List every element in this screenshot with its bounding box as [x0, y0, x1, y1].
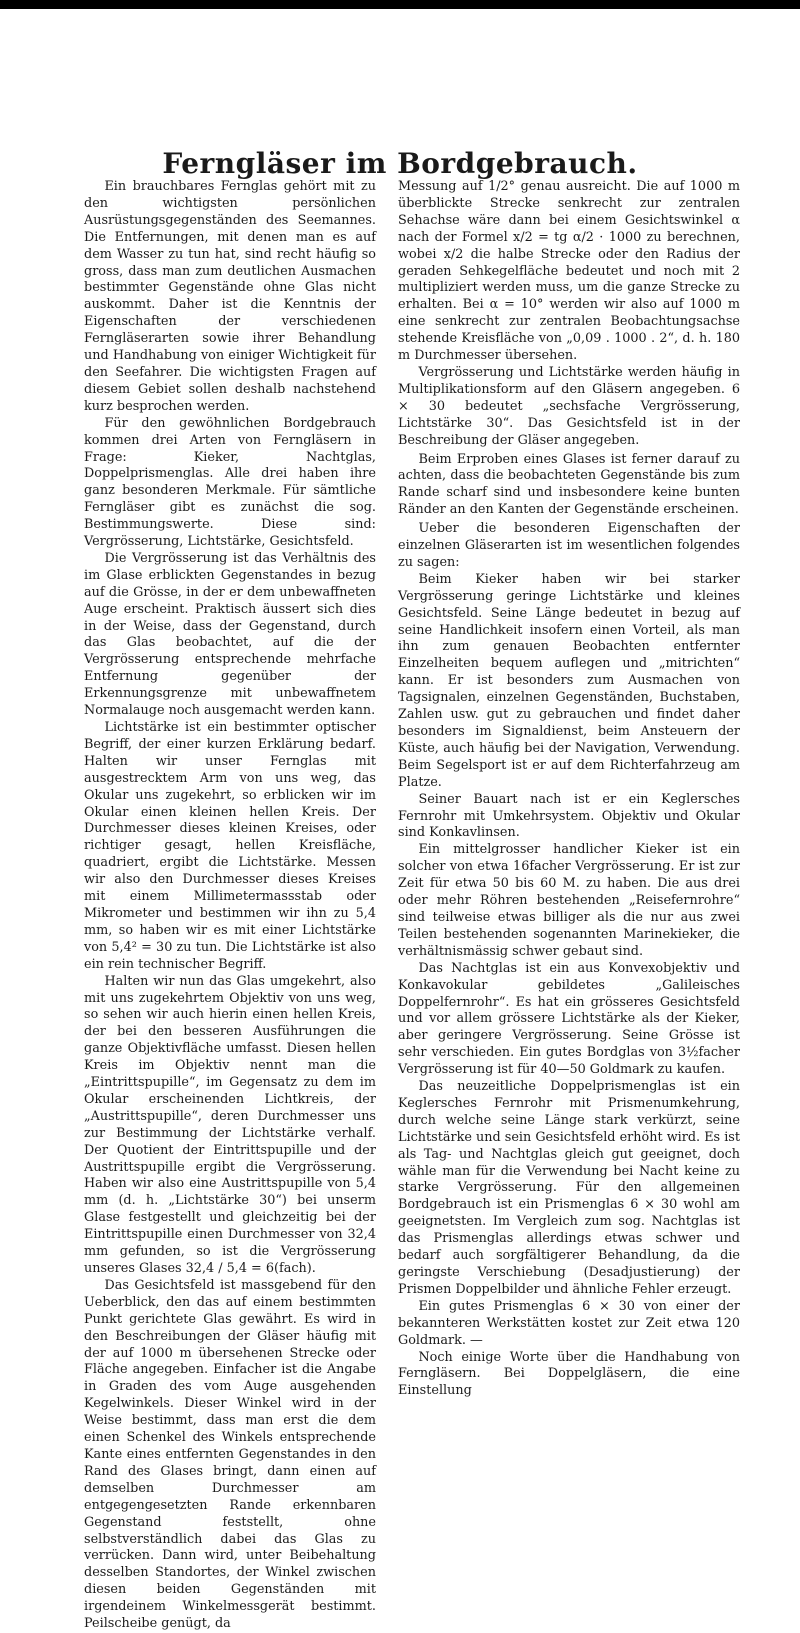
paragraph: Für den gewöhnlichen Bordgebrauch kommen drei Arten von Ferngläsern in Frage: Kieker, Nachtglas, Doppelprismenglas. Alle drei haben ihre ganz besonderen Merkmale. Für sämtliche Ferngläser gibt es zunächst die sog. Bestimmungswerte. Diese sind: Vergrösserung, Lichtstärke, Gesichtsfeld.: [84, 415, 376, 550]
paragraph: Messung auf 1/2° genau ausreicht. Die auf 1000 m überblickte Strecke senkrecht zur zentralen Sehachse wäre dann bei einem Gesichtswinkel α nach der Formel x/2 = tg α/2 · 1000 zu berechnen, wobei x/2 die halbe Strecke oder den Radius der geraden Sehkegelfläche bedeutet und noch mit 2 multipliziert werden muss, um die ganze Strecke zu erhalten. Bei α = 10° werden wir also auf 1000 m eine senkrecht zur zentralen Beobachtungsachse stehende Kreisfläche von „0,09 . 1000 . 2“, d. h. 180 m Durchmesser übersehen.: [398, 179, 740, 364]
paragraph: Ueber die besonderen Eigenschaften der einzelnen Gläserarten ist im wesentlichen folgendes zu sagen:: [398, 521, 740, 570]
paragraph: Seiner Bauart nach ist er ein Keglersches Fernrohr mit Umkehrsystem. Objektiv und Okular sind Konkavlinsen.: [398, 791, 740, 841]
paragraph: Die Vergrösserung ist das Verhältnis des im Glase erblickten Gegenstandes in bezug auf die Grösse, in der er dem unbewaffneten Auge erscheint. Praktisch äussert sich dies in der Weise, dass der Gegenstand, durch das Glas beobachtet, auf die der Vergrösserung entsprechende mehrfache Entfernung gegenüber der Erkennungsgrenze mit unbewaffnetem Normalauge noch ausgemacht werden kann.: [84, 550, 376, 719]
left-column: [84, 179, 376, 1633]
paragraph: Das neuzeitliche Doppelprismenglas ist ein Keglersches Fernrohr mit Prismenumkehrung, durch welche seine Länge stark verkürzt, seine Lichtstärke und sein Gesichtsfeld erhöht wird. Es ist als Tag- und Nachtglas gleich gut geeignet, doch wähle man für die Verwendung bei Nacht keine zu starke Vergrösserung. Für den allgemeinen Bordgebrauch ist ein Prismenglas 6 × 30 wohl am geeignetsten. Im Vergleich zum sog. Nachtglas ist das Prismenglas allerdings etwas schwer und bedarf auch sorgfältigerer Behandlung, da die geringste Verschiebung (Desadjustierung) der Prismen Doppelbilder und ähnliche Fehler erzeugt.: [398, 1079, 740, 1297]
paragraph: Lichtstärke ist ein bestimmter optischer Begriff, der einer kurzen Erklärung bedarf. Halten wir unser Fernglas mit ausgestrecktem Arm von uns weg, das Okular uns zugekehrt, so erblicken wir im Okular einen kleinen hellen Kreis. Der Durchmesser dieses kleinen Kreises, oder richtiger gesagt, hellen Kreisfläche, quadriert, ergibt die Lichtstärke. Messen wir also den Durchmesser dieses Kreises mit einem Millimetermassstab oder Mikrometer und bestimmen wir ihn zu 5,4 mm, so haben wir es mit einer Lichtstärke von 5,4² = 30 zu tun. Die Lichtstärke ist also ein rein technischer Begriff.: [84, 720, 376, 972]
paragraph: Halten wir nun das Glas umgekehrt, also mit uns zugekehrtem Objektiv von uns weg, so sehen wir auch hierin einen hellen Kreis, der bei den besseren Ausführungen die ganze Objektivfläche umfasst. Diesen hellen Kreis im Objektiv nennt man die „Eintrittspupille“, im Gegensatz zu dem im Okular erscheinenden Lichtkreis, der „Austrittspupille“, deren Durchmesser uns zur Bestimmung der Lichtstärke verhalf. Der Quotient der Eintrittspupille und der Austrittspupille ergibt die Vergrösserung. Haben wir also eine Austrittspupille von 5,4 mm (d. h. „Lichtstärke 30“) bei unserm Glase festgestellt und gleichzeitig bei der Eintrittspupille einen Durchmesser von 32,4 mm gefunden, so ist die Vergrösserung unseres Glases 32,4 / 5,4 = 6(fach).: [84, 973, 376, 1276]
paragraph: Beim Kieker haben wir bei starker Vergrösserung geringe Lichtstärke und kleines Gesichtsfeld. Seine Länge bedeutet in bezug auf seine Handlichkeit insofern einen Vorteil, als man ihn zum genauen Beobachten entfernter Einzelheiten bequem auflegen und „mitrichten“ kann. Er ist besonders zum Ausmachen von Tagsignalen, einzelnen Gegenständen, Buchstaben, Zahlen usw. gut zu gebrauchen und findet daher besonders im Signaldienst, beim Ansteuern der Küste, auch häufig bei der Navigation, Verwendung. Beim Segelsport ist er auf dem Richterfahrzeug am Platze.: [398, 571, 740, 790]
paragraph: Ein brauchbares Fernglas gehört mit zu den wichtigsten persönlichen Ausrüstungsgegenständen des Seemannes. Die Entfernungen, mit denen man es auf dem Wasser zu tun hat, sind recht häufig so gross, dass man zum deutlichen Ausmachen bestimmter Gegenstände ohne Glas nicht auskommt. Daher ist die Kenntnis der Eigenschaften der verschiedenen Ferngläserarten sowie ihrer Behandlung und Handhabung von einiger Wichtigkeit für den Seefahrer. Die wichtigsten Fragen auf diesem Gebiet sollen deshalb nachstehend kurz besprochen werden.: [84, 179, 376, 414]
right-column: [398, 179, 740, 1400]
page-title: Ferngläser im Bordgebrauch.: [162, 146, 638, 180]
paragraph: Ein gutes Prismenglas 6 × 30 von einer der bekannteren Werkstätten kostet zur Zeit etwa 120 Goldmark. —: [398, 1298, 740, 1348]
paragraph: Das Nachtglas ist ein aus Konvexobjektiv und Konkavokular gebildetes „Galileisches Doppelfernrohr“. Es hat ein grösseres Gesichtsfeld und vor allem grössere Lichtstärke als der Kieker, aber geringere Vergrösserung. Seine Grösse ist sehr verschieden. Ein gutes Bordglas von 3½facher Vergrösserung ist für 40—50 Goldmark zu kaufen.: [398, 960, 740, 1078]
paragraph: Beim Erproben eines Glases ist ferner darauf zu achten, dass die beobachteten Gegenstände bis zum Rande scharf sind und insbesondere keine bunten Ränder an den Kanten der Gegenstände erscheinen.: [398, 451, 740, 518]
paragraph: Ein mittelgrosser handlicher Kieker ist ein solcher von etwa 16facher Vergrösserung. Er ist zur Zeit für etwa 50 bis 60 M. zu haben. Die aus drei oder mehr Röhren bestehenden „Reisefernrohre“ sind teilweise etwas billiger als die nur aus zwei Teilen bestehenden sogenannten Marinekieker, die verhältnismässig schwer gebaut sind.: [398, 842, 740, 959]
paragraph: Noch einige Worte über die Handhabung von Ferngläsern. Bei Doppelgläsern, die eine Einstellung: [398, 1349, 740, 1399]
paragraph: Das Gesichtsfeld ist massgebend für den Ueberblick, den das auf einem bestimmten Punkt gerichtete Glas gewährt. Es wird in den Beschreibungen der Gläser häufig mit der auf 1000 m übersehenen Strecke oder Fläche angegeben. Einfacher ist die Angabe in Graden des vom Auge ausgehenden Kegelwinkels. Dieser Winkel wird in der Weise bestimmt, dass man erst die dem einen Schenkel des Winkels entsprechende Kante eines entfernten Gegenstandes in den Rand des Glases bringt, dann einen auf demselben Durchmesser am entgegengesetzten Rande erkennbaren Gegenstand feststellt, ohne selbstverständlich dabei das Glas zu verrücken. Dann wird, unter Beibehaltung desselben Standortes, der Winkel zwischen diesen beiden Gegenständen mit irgendeinem Winkelmessgerät bestimmt. Peilscheibe genügt, da: [84, 1277, 376, 1632]
paragraph: Vergrösserung und Lichtstärke werden häufig in Multiplikationsform auf den Gläsern angegeben. 6 × 30 bedeutet „sechsfache Vergrösserung, Lichtstärke 30“. Das Gesichtsfeld ist in der Beschreibung der Gläser angegeben.: [398, 364, 740, 448]
top-border: [0, 0, 800, 9]
